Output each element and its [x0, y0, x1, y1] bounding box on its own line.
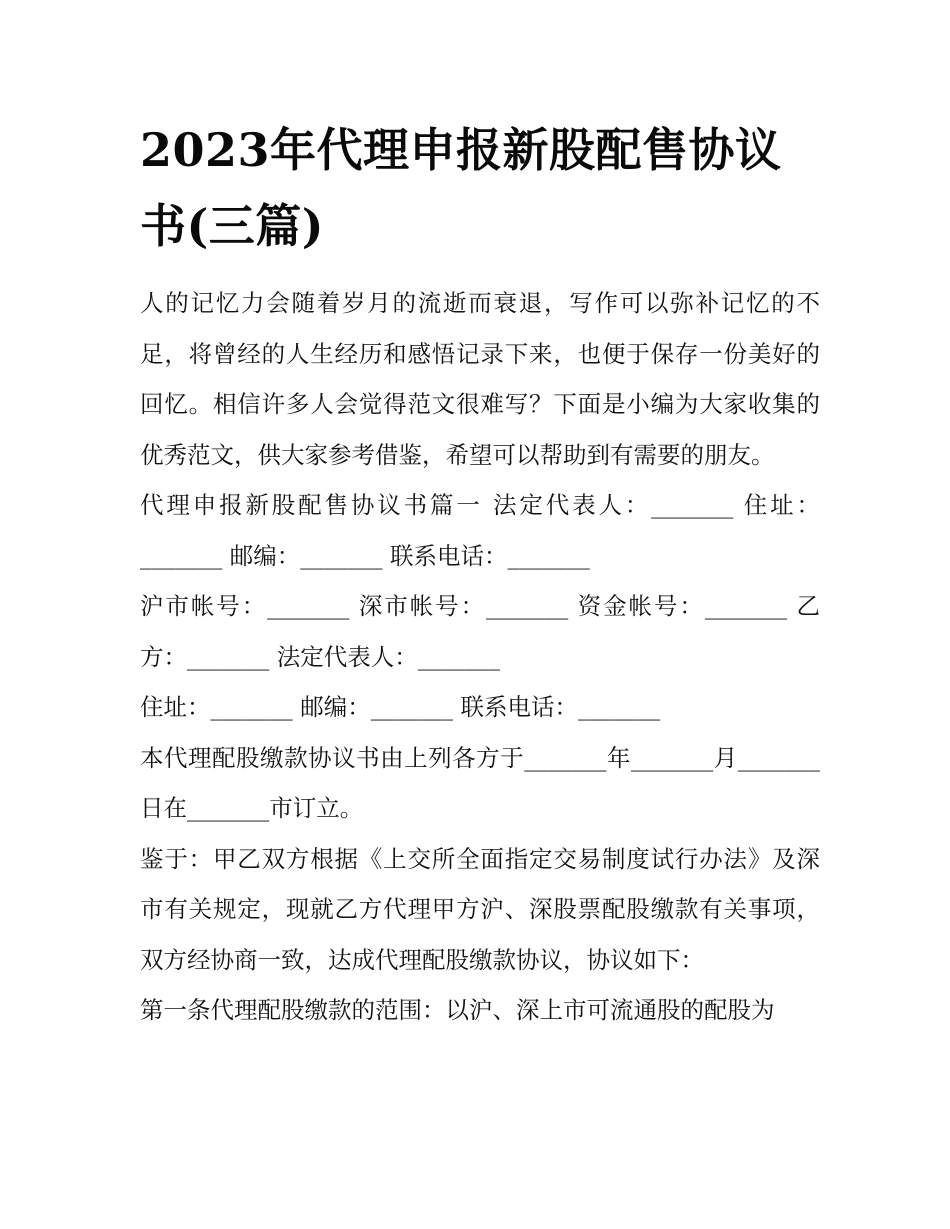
document-title: 2023年代理申报新股配售协议书(三篇): [140, 123, 782, 253]
article-one-paragraph: 第一条代理配股缴款的范围：以沪、深上市可流通股的配股为: [140, 996, 775, 1024]
party-b-address-paragraph: 住址：_______ 邮编：_______ 联系电话：_______: [140, 693, 661, 721]
whereas-paragraph: 鉴于：甲乙双方根据《上交所全面指定交易制度试行办法》及深市有关规定，现就乙方代理甲方沪、深股票配股缴款有关事项，双方经协商一致，达成代理配股缴款协议，协议如下：: [140, 844, 820, 974]
account-info-paragraph: 沪市帐号：_______ 深市帐号：_______ 资金帐号：_______ 乙方：_______ 法定代表人：_______: [140, 592, 820, 671]
intro-paragraph: 人的记忆力会随着岁月的流逝而衰退，写作可以弥补记忆的不足，将曾经的人生经历和感悟记录下来，也便于保存一份美好的回忆。相信许多人会觉得范文很难写？下面是小编为大家收集的优秀范文，供大家参考借鉴，希望可以帮助到有需要的朋友。: [140, 289, 820, 469]
agreement-date-paragraph: 本代理配股缴款协议书由上列各方于_______年_______月_______日在_______市订立。: [140, 743, 820, 822]
party-a-info-paragraph: 代理申报新股配售协议书篇一 法定代表人：_______ 住址：_______ 邮编：_______ 联系电话：_______: [140, 491, 820, 570]
document-body: [140, 278, 820, 1036]
